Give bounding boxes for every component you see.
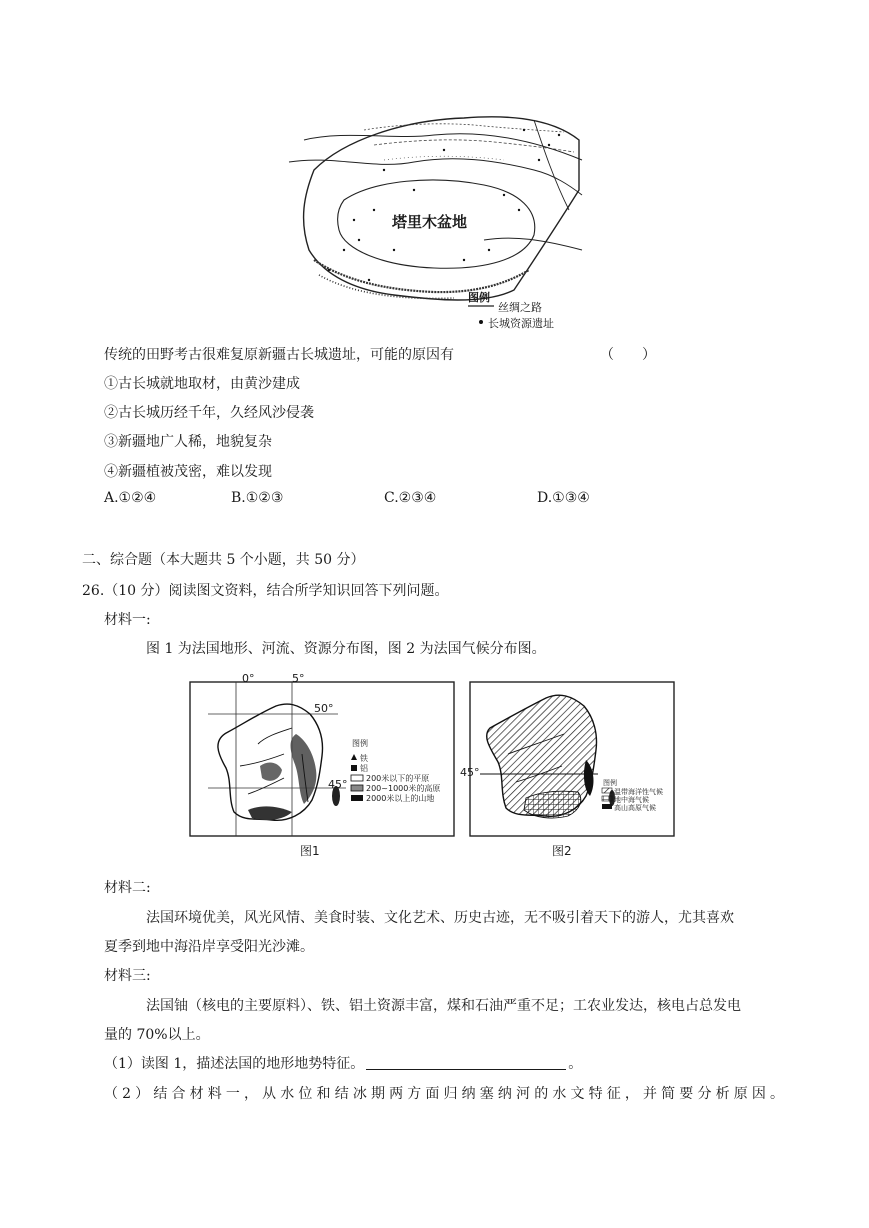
section2-heading: 二、综合题（本大题共 5 个小题，共 50 分） bbox=[82, 552, 365, 568]
fig1-legend-aluminum: 铝 bbox=[360, 764, 368, 773]
france-terrain-map bbox=[188, 674, 458, 838]
q25-answer-bracket: （ ） bbox=[600, 347, 656, 363]
france-climate-map-svg bbox=[468, 674, 678, 838]
q26-material2-line1: 法国环境优美，风光风情、美食时装、文化艺术、历史古迹，无不吸引着天下的游人，尤其喜欢 bbox=[146, 910, 734, 926]
fig1-lon-0: 0° bbox=[242, 672, 255, 685]
map1-legend-great-wall-site: 长城资源遗址 bbox=[488, 317, 554, 330]
q25-statement-2: ②古长城历经千年，久经风沙侵袭 bbox=[104, 405, 314, 421]
fig1-legend-title: 图例 bbox=[352, 739, 368, 748]
q25-option-d: D.①③④ bbox=[537, 490, 590, 506]
fig2-legend-title: 图例 bbox=[603, 779, 617, 787]
q26-sub1-end: 。 bbox=[568, 1056, 583, 1072]
q26-sub2: （2）结合材料一，从水位和结冰期两方面归纳塞纳河的水文特征，并简要分析原因。 bbox=[104, 1086, 784, 1102]
fig1-caption: 图1 bbox=[300, 844, 320, 858]
fig1-lon-5: 5° bbox=[292, 672, 305, 685]
q25-statement-1: ①古长城就地取材，由黄沙建成 bbox=[104, 376, 300, 392]
tarim-basin-label: 塔里木盆地 bbox=[392, 213, 468, 231]
q25-statement-3: ③新疆地广人稀，地貌复杂 bbox=[104, 434, 272, 450]
q26-material1-label: 材料一: bbox=[104, 612, 151, 628]
fig1-legend-plain: 200米以下的平原 bbox=[366, 774, 430, 783]
q25-option-c: C.②③④ bbox=[384, 490, 437, 506]
fig1-lat-45: 45° bbox=[328, 778, 348, 791]
fig1-legend-mountain: 2000米以上的山地 bbox=[366, 794, 435, 803]
map1-legend-title: 图例 bbox=[468, 291, 490, 304]
q26-sub1-text: （1）读图 1，描述法国的地形地势特征。 bbox=[104, 1056, 365, 1072]
fig2-legend-alpine: 高山高原气候 bbox=[614, 804, 656, 812]
q26-sub1 bbox=[104, 1053, 582, 1073]
q25-option-b: B.①②③ bbox=[231, 490, 284, 506]
fig2-caption: 图2 bbox=[552, 844, 572, 858]
fig2-lat-45: 45° bbox=[460, 766, 480, 779]
q25-option-a: A.①②④ bbox=[104, 490, 157, 506]
france-climate-map bbox=[460, 674, 678, 838]
fig1-legend-plateau: 200~1000米的高原 bbox=[366, 784, 441, 793]
q26-material2-label: 材料二: bbox=[104, 880, 151, 896]
tarim-basin-map bbox=[284, 100, 584, 332]
q26-stem: 26.（10 分）阅读图文资料，结合所学知识回答下列问题。 bbox=[82, 583, 449, 599]
q26-sub1-answer-blank[interactable] bbox=[366, 1055, 566, 1070]
fig2-legend-oceanic: 温带海洋性气候 bbox=[614, 788, 663, 796]
fig2-legend-mediterranean: 地中海气候 bbox=[614, 796, 649, 804]
q26-material1-text: 图 1 为法国地形、河流、资源分布图，图 2 为法国气候分布图。 bbox=[146, 641, 546, 657]
fig1-lat-50: 50° bbox=[314, 702, 334, 715]
q26-material2-line2: 夏季到地中海沿岸享受阳光沙滩。 bbox=[104, 939, 314, 955]
q26-material3-label: 材料三: bbox=[104, 968, 151, 984]
france-terrain-map-svg bbox=[188, 674, 458, 838]
fig1-legend-iron: 铁 bbox=[360, 754, 368, 763]
q26-material3-line2: 量的 70%以上。 bbox=[104, 1027, 210, 1043]
q26-material3-line1: 法国铀（核电的主要原料）、铁、铝土资源丰富，煤和石油严重不足；工农业发达，核电占总发电 bbox=[146, 998, 741, 1014]
map1-legend-silk-road: 丝绸之路 bbox=[498, 301, 542, 314]
q25-statement-4: ④新疆植被茂密，难以发现 bbox=[104, 464, 272, 480]
q25-stem: 传统的田野考古很难复原新疆古长城遗址，可能的原因有 bbox=[104, 347, 454, 363]
